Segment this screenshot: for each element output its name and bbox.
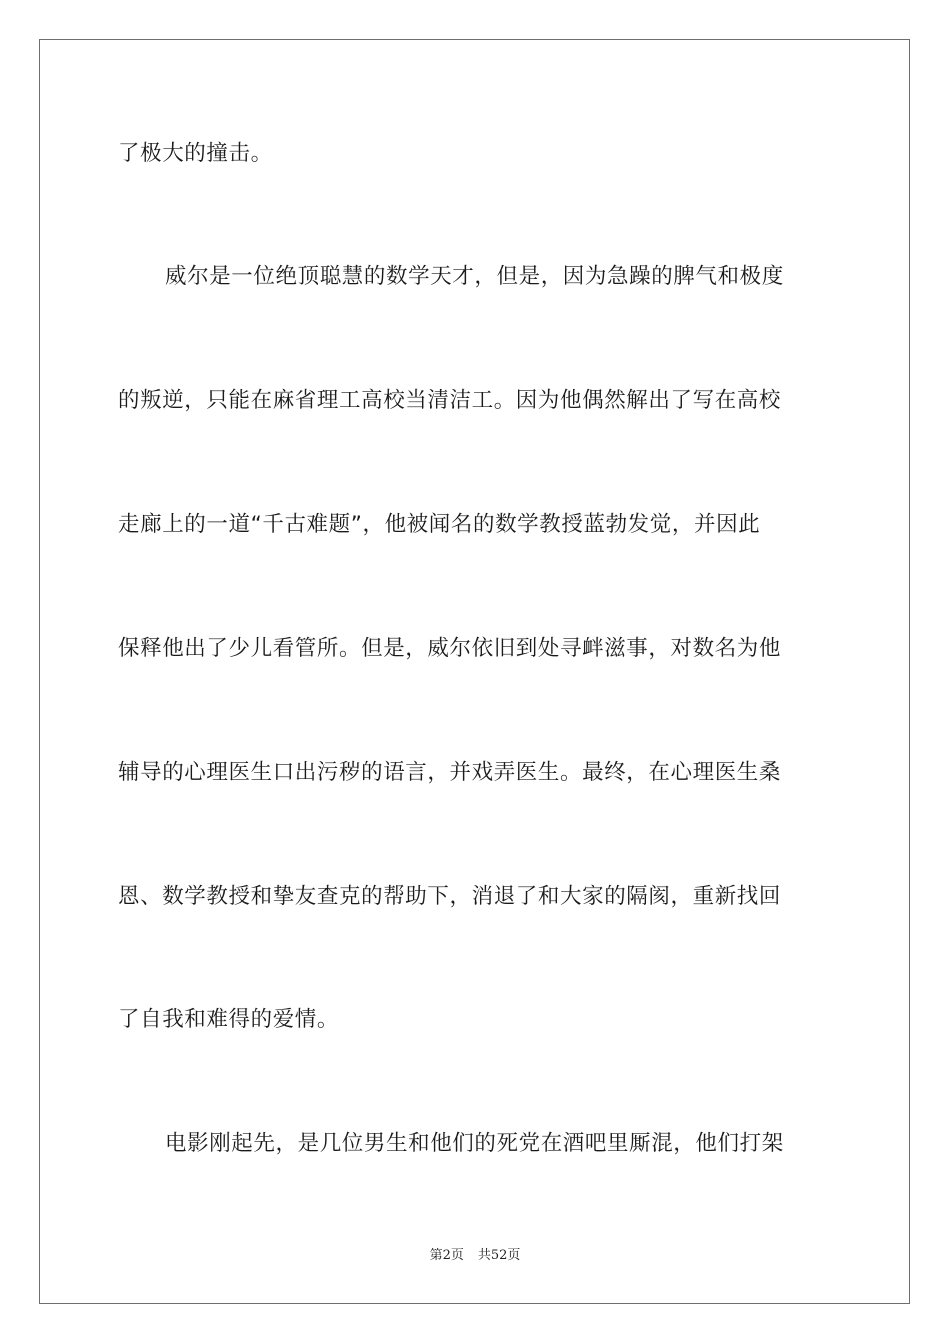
current-page-number: 第2页: [429, 1248, 464, 1263]
text-line: 的叛逆，只能在麻省理工高校当清洁工。因为他偶然解出了写在高校: [118, 388, 782, 413]
text-line: 了自我和难得的爱情。: [118, 1007, 340, 1032]
page-frame: [39, 39, 910, 1304]
text-line: 辅导的心理医生口出污秽的语言，并戏弄医生。最终，在心理医生桑: [118, 760, 782, 785]
text-line: 了极大的撞击。: [118, 141, 273, 166]
total-page-count: 共52页: [477, 1248, 521, 1263]
text-line: 保释他出了少儿看管所。但是，威尔依旧到处寻衅滋事，对数名为他: [118, 636, 782, 661]
paragraph-start-line: 电影刚起先，是几位男生和他们的死党在酒吧里厮混，他们打架: [165, 1131, 784, 1156]
page-footer: [0, 1247, 950, 1265]
text-line: 走廊上的一道“千古难题”，他被闻名的数学教授蓝勃发觉，并因此: [118, 512, 761, 537]
text-line: 恩、数学教授和挚友查克的帮助下，消退了和大家的隔阂，重新找回: [118, 884, 782, 909]
paragraph-start-line: 威尔是一位绝顶聪慧的数学天才，但是，因为急躁的脾气和极度: [165, 264, 784, 289]
